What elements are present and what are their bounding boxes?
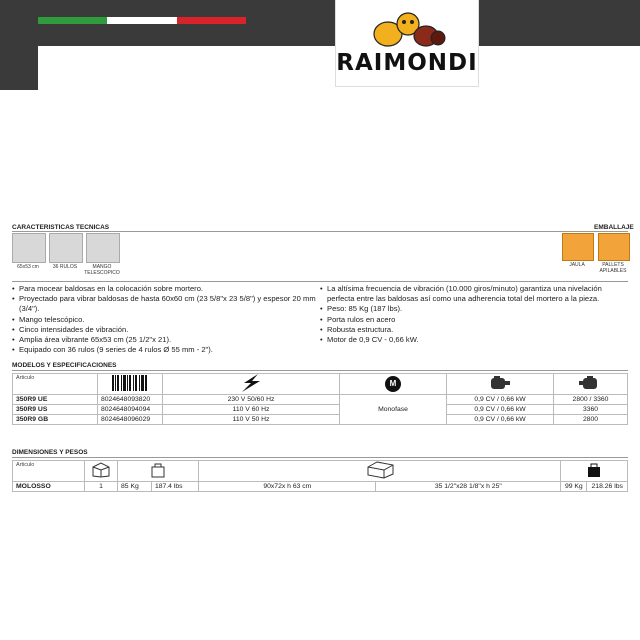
features-list-right: [320, 284, 630, 345]
model-name: 350R9 UE: [13, 395, 98, 405]
table-row: [13, 405, 628, 415]
barcode-icon: [112, 375, 148, 391]
crate-icon: [562, 233, 594, 261]
model-kw: 0,9 CV / 0,66 kW: [447, 405, 554, 415]
item-name: MOLOSSO: [13, 482, 85, 492]
feature-item: • Porta rulos en acero: [320, 315, 630, 325]
brand-name: RAIMONDI: [336, 50, 478, 76]
flag-white: [107, 17, 176, 24]
model-phase: Monofase: [340, 395, 447, 425]
model-name: 350R9 US: [13, 405, 98, 415]
divider: [12, 370, 628, 371]
item-kg: 85 Kg: [118, 482, 152, 492]
crate-dimensions-icon: [365, 461, 395, 479]
top-bar-left-tab: [0, 46, 38, 90]
weight-icon: [150, 462, 166, 478]
model-code: 8024648093820: [98, 395, 163, 405]
thumb-caption: 65x53 cm: [17, 264, 39, 270]
tech-features-title: CARACTERISTICAS TECNICAS: [12, 224, 110, 231]
item-gross-lbs: 218.26 lbs: [587, 482, 628, 492]
model-power: 110 V 60 Hz: [163, 405, 340, 415]
thumb-caption: MANGO TELESCOPICO: [84, 264, 120, 276]
telescopic-handle-image: [86, 233, 120, 263]
stackable-pallets-icon: [598, 233, 630, 261]
feature-item: • Equipado con 36 rulos (9 series de 4 rulos Ø 55 mm - 2").: [12, 345, 317, 355]
item-qty: 1: [85, 482, 118, 492]
motor-icon: [488, 375, 512, 391]
article-label: Articulo: [16, 375, 35, 381]
flag-green: [38, 17, 107, 24]
motor-symbol-icon: M: [385, 376, 401, 392]
feature-item: • Proyectado para vibrar baldosas de hasta 60x60 cm (23 5/8"x 23 5/8") y espesor 20 mm (3/4").: [12, 294, 317, 314]
rpm-header: [554, 374, 628, 395]
divider: [12, 457, 628, 458]
thumb-caption: 36 RULOS: [52, 264, 78, 270]
brand-logo[interactable]: [336, 0, 478, 86]
kw-header: [447, 374, 554, 395]
table-row: [13, 415, 628, 425]
article-header: [13, 374, 98, 395]
table-row: [13, 482, 628, 492]
model-rpm: 3360: [554, 405, 628, 415]
model-rpm: 2800 / 3360: [554, 395, 628, 405]
feature-item: • Motor de 0,9 CV - 0,66 kW.: [320, 335, 630, 345]
divider: [12, 281, 628, 282]
power-header: [163, 374, 340, 395]
feature-item: • Amplia área vibrante 65x53 cm (25 1/2"x 21).: [12, 335, 317, 345]
table-row: [13, 395, 628, 405]
box-icon: [92, 462, 110, 478]
dimensions-table-header: [13, 461, 628, 482]
model-kw: 0,9 CV / 0,66 kW: [447, 395, 554, 405]
flag-red: [177, 17, 246, 24]
packaging-caption: JAULA: [569, 262, 585, 268]
model-name: 350R9 GB: [13, 415, 98, 425]
article-label: Articulo: [16, 462, 35, 468]
feature-item: • Cinco intensidades de vibración.: [12, 325, 317, 335]
models-table-header: [13, 374, 628, 395]
vibrating-area-image: [12, 233, 46, 263]
model-power: 110 V 50 Hz: [163, 415, 340, 425]
model-power: 230 V 50/60 Hz: [163, 395, 340, 405]
weight-header: [118, 461, 199, 482]
item-dim-in: 35 1/2"x28 1/8"x h 25": [376, 482, 561, 492]
models-title: MODELOS Y ESPECIFICACIONES: [12, 362, 117, 369]
motor-header: [340, 374, 447, 395]
packaging-caption: PALLETS APILABLES: [599, 262, 627, 274]
feature-item: • Peso: 85 Kg (187 lbs).: [320, 304, 630, 314]
rollers-image: [49, 233, 83, 263]
model-rpm: 2800: [554, 415, 628, 425]
dimensions-table: [12, 460, 628, 492]
divider: [12, 231, 628, 232]
model-code: 8024648094094: [98, 405, 163, 415]
item-lbs: 187.4 lbs: [151, 482, 198, 492]
box-header: [85, 461, 118, 482]
feature-item: • La altísima frecuencia de vibración (10.000 giros/minuto) garantiza una nivelación perfecta entre las baldosas así como una adherencia total del mortero a la pieza.: [320, 284, 630, 304]
italian-flag-stripe: [38, 17, 246, 24]
motor-rpm-icon: [579, 375, 603, 391]
gross-weight-icon: [586, 462, 602, 478]
lightning-icon: [236, 374, 266, 392]
item-gross-kg: 99 Kg: [561, 482, 587, 492]
model-kw: 0,9 CV / 0,66 kW: [447, 415, 554, 425]
item-dim-cm: 90x72x h 63 cm: [199, 482, 376, 492]
dimensions-title: DIMENSIONES Y PESOS: [12, 449, 88, 456]
features-list-left: [12, 284, 317, 355]
barcode-header: [98, 374, 163, 395]
dog-mascot-icon: [366, 10, 448, 50]
feature-item: • Para mocear baldosas en la colocación sobre mortero.: [12, 284, 317, 294]
feature-item: • Robusta estructura.: [320, 325, 630, 335]
feature-item: • Mango telescópico.: [12, 315, 317, 325]
packaging-title: EMBALLAJE: [594, 224, 634, 231]
model-code: 8024648096029: [98, 415, 163, 425]
gross-weight-header: [561, 461, 628, 482]
models-table: [12, 373, 628, 425]
size-header: [199, 461, 561, 482]
article-header: [13, 461, 85, 482]
